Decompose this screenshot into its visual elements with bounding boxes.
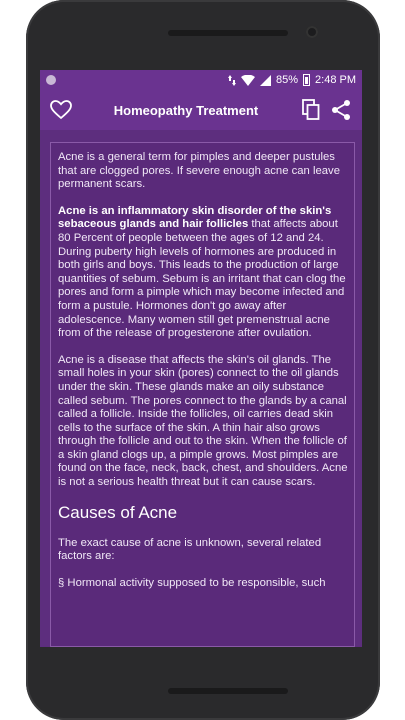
battery-icon (303, 74, 310, 86)
screen (40, 70, 362, 647)
top-speaker (168, 30, 288, 36)
notification-icon (46, 75, 56, 85)
article-content[interactable] (50, 142, 355, 647)
paragraph-body: that affects about 80 Percent of people between the ages of 12 and 24. During puberty high levels of hormones are produced in both girls and boys. This leads to the production of large quantities of sebum. Sebum is an irritant that can clog the pores and form a pimple which may become infected and form a pustule. Hormones don't go away after adolescence. Many women still get premenstrual acne from of the release of progesterone after ovulation. (58, 218, 346, 340)
paragraph-hormonal: § Hormonal activity supposed to be responsible, such (58, 576, 326, 589)
share-button[interactable] (326, 95, 356, 125)
status-bar (40, 70, 362, 90)
paragraph-oil-glands: Acne is a disease that affects the skin's oil glands. The small holes in your skin (pores) connect to the oil glands under the skin. These glands make an oily substance called sebum. The pores connect to the glands by a canal called a follicle. Inside the follicles, oil carries dead skin cells to the surface of the skin. A thin hair also grows through the follicle and out to the skin. When the follicle of a skin gland clogs up, a pimple grows. Most pimples are found on the face, neck, back, chest, and shoulders. Acne is not a serious health threat but it can cause scars. (58, 353, 348, 489)
front-camera (306, 26, 318, 38)
copy-icon (302, 99, 320, 121)
favorite-button[interactable] (46, 95, 76, 125)
paragraph-bold-lead: Acne is an inflammatory skin disorder of the skin's sebaceous glands and hair follicles (58, 204, 332, 231)
clock: 2:48 PM (315, 74, 356, 86)
share-icon (331, 99, 351, 121)
copy-button[interactable] (296, 95, 326, 125)
bottom-speaker (168, 688, 288, 694)
heart-outline-icon (50, 100, 72, 120)
app-bar (40, 90, 362, 130)
status-indicators (228, 74, 356, 86)
paragraph-causes: The exact cause of acne is unknown, several related factors are: (58, 536, 322, 563)
battery-percent: 85% (276, 74, 299, 86)
app-title: Homeopathy Treatment (113, 102, 259, 118)
data-transfer-icon (228, 75, 236, 86)
wifi-icon (241, 75, 255, 86)
cell-signal-icon (260, 75, 271, 86)
section-heading: Causes of Acne (58, 502, 178, 522)
paragraph-inflammatory (58, 205, 348, 341)
paragraph-intro: Acne is a general term for pimples and deeper pustules that are clogged pores. If severe enough acne can leave permanent scars. (58, 151, 340, 191)
